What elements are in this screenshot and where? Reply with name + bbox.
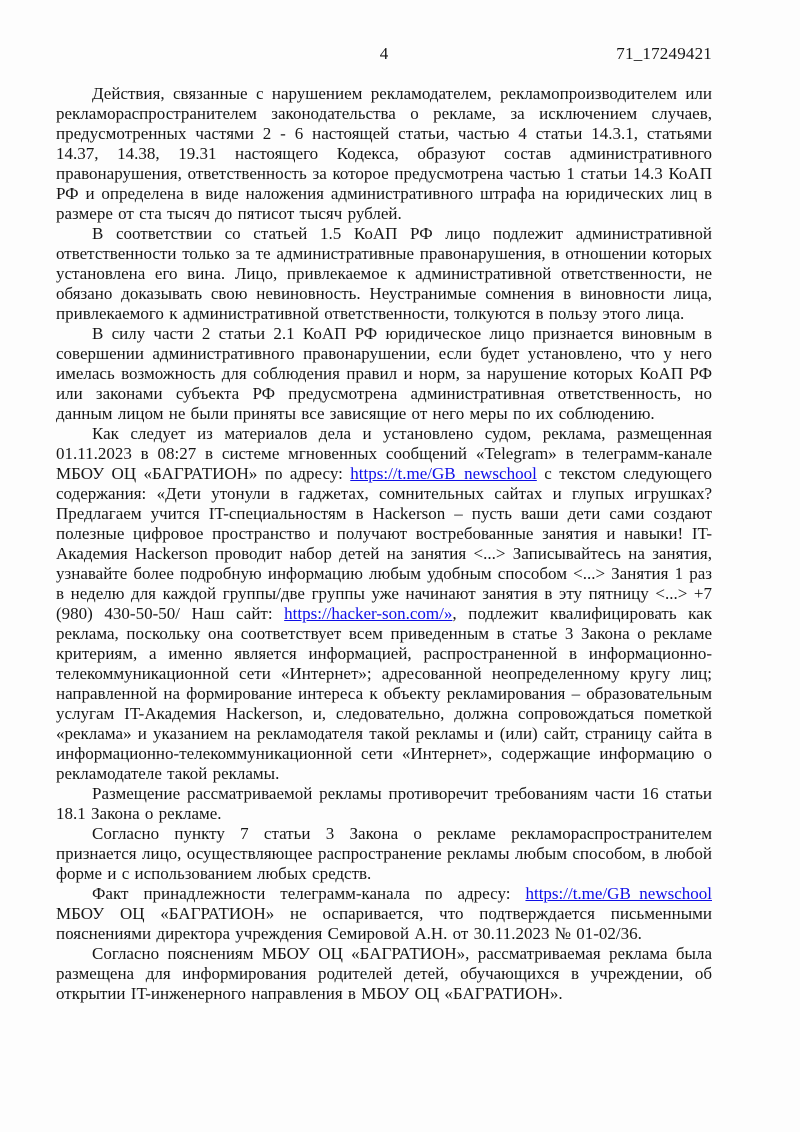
paragraph-5 xyxy=(56,784,712,824)
paragraph-text: В силу части 2 статьи 2.1 КоАП РФ юридическое лицо признается виновным в совершении административного правонарушении, если будет установлено, что у него имелась возможность для соблюдения правил и норм, за нарушение которых КоАП РФ или законами субъекта РФ предусмотрена административная ответственность, но данным лицом не были приняты все зависящие от него меры по их соблюдению. xyxy=(56,324,712,423)
paragraph-text: Размещение рассматриваемой рекламы противоречит требованиям части 16 статьи 18.1 Закона о рекламе. xyxy=(56,784,712,823)
paragraph-3 xyxy=(56,324,712,424)
paragraph-8 xyxy=(56,944,712,1004)
paragraph-text: Как следует из материалов дела и установлено судом, реклама, размещенная 01.11.2023 в 08:27 в системе мгновенных сообщений «Telegram» в телеграмм-канале МБОУ ОЦ «БАГРАТИОН» по адресу: xyxy=(56,424,712,483)
paragraph-2 xyxy=(56,224,712,324)
page-header xyxy=(56,44,712,66)
paragraph-text: Согласно пояснениям МБОУ ОЦ «БАГРАТИОН», рассматриваемая реклама была размещена для информирования родителей детей, обучающихся в учреждении, об открытии IT-инженерного направления в МБОУ ОЦ «БАГРАТИОН». xyxy=(56,944,712,1003)
paragraph-text: с текстом следующего содержания: «Дети утонули в гаджетах, сомнительных сайтах и глупых игрушках? Предлагаем учится IT-специальностям в Hackerson – пусть ваши дети сами создают полезные цифровое пространство и получают востребованные занятия и навыки! IT-Академия Hackerson проводит набор детей на занятия <...> Записывайтесь на занятия, узнавайте более подробную информацию любым удобным способом <...> Занятия 1 раз в неделю для каждой группы/две группы уже начинают занятия в эту пятницу <...> +7 (980) 430-50-50/ Наш сайт: xyxy=(56,464,712,623)
paragraph-6 xyxy=(56,824,712,884)
paragraph-text: В соответствии со статьей 1.5 КоАП РФ лицо подлежит административной ответственности только за те административные правонарушения, в отношении которых установлена его вина. Лицо, привлекаемое к административной ответственности, не обязано доказывать свою невиновность. Неустранимые сомнения в виновности лица, привлекаемого к административной ответственности, толкуются в пользу этого лица. xyxy=(56,224,712,323)
paragraph-text: Согласно пункту 7 статьи 3 Закона о рекламе рекламораспространителем признается лицо, осуществляющее распространение рекламы любым способом, в любой форме и с использованием любых средств. xyxy=(56,824,712,883)
paragraph-text: Факт принадлежности телеграмм-канала по адресу: xyxy=(92,884,526,903)
paragraph-7 xyxy=(56,884,712,944)
paragraph-4 xyxy=(56,424,712,784)
paragraph-text: Действия, связанные с нарушением рекламодателем, рекламопроизводителем или рекламораспространителем законодательства о рекламе, за исключением случаев, предусмотренных частями 2 - 6 настоящей статьи, частью 4 статьи 14.3.1, статьями 14.37, 14.38, 19.31 настоящего Кодекса, образуют состав административного правонарушения, ответственность за которое предусмотрена частью 1 статьи 14.3 КоАП РФ и определена в виде наложения административного штрафа на юридических лиц в размере от ста тысяч до пятисот тысяч рублей. xyxy=(56,84,712,223)
paragraph-1 xyxy=(56,84,712,224)
document-number: 71_17249421 xyxy=(616,44,712,63)
hacker-son-site-link[interactable]: https://hacker-son.com/» xyxy=(284,604,453,623)
page-number: 4 xyxy=(379,44,389,63)
document-body xyxy=(56,84,712,1004)
paragraph-text: , подлежит квалифицировать как реклама, поскольку она соответствует всем приведенным в статье 3 Закона о рекламе критериям, а именно является информацией, распространенной в информационно-телекоммуникационной сети «Интернет»; адресованной неопределенному кругу лиц; направленной на формирование интереса к объекту рекламирования – образовательным услугам IT-Академия Hackerson, и, следовательно, должна сопровождаться пометкой «реклама» и указанием на рекламодателя такой рекламы и (или) сайт, страницу сайта в информационно-телекоммуникационной сети «Интернет», содержащие информацию о рекламодателе такой рекламы. xyxy=(56,604,712,783)
telegram-channel-link[interactable]: https://t.me/GB_newschool xyxy=(350,464,537,483)
telegram-channel-link-2[interactable]: https://t.me/GB_newschool xyxy=(525,884,712,903)
paragraph-text: МБОУ ОЦ «БАГРАТИОН» не оспаривается, что подтверждается письменными пояснениями директора учреждения Семировой А.Н. от 30.11.2023 № 01-02/36. xyxy=(56,904,712,943)
